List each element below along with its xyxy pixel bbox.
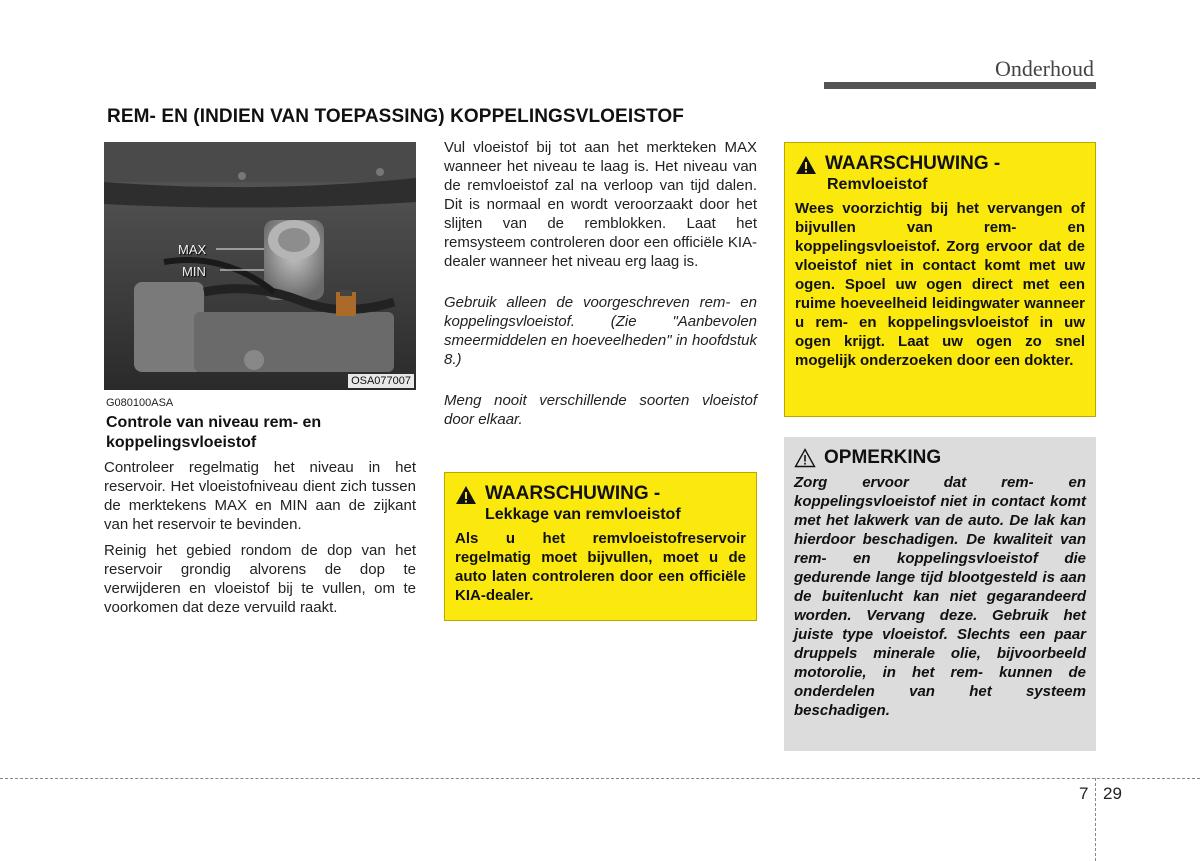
left-paragraph-1: Controleer regelmatig het niveau in het reservoir. Het vloeistofniveau dient zich tussen de merktekens MAX en MIN aan de zijkant van het reservoir te bevinden. [104, 459, 416, 533]
left-text-column [104, 458, 416, 624]
warning-subtitle: Lekkage van remvloeistof [485, 506, 681, 523]
warning-triangle-icon [455, 485, 477, 505]
footer-divider [0, 778, 1200, 779]
engine-bay-photo [104, 142, 416, 390]
warning-triangle-icon [795, 155, 817, 175]
note-title: OPMERKING [824, 447, 942, 468]
section-code: G080100ASA [106, 397, 174, 409]
middle-text-column [444, 138, 757, 436]
max-marker-label: MAX [178, 242, 207, 257]
photo-code: OSA077007 [348, 374, 414, 388]
middle-paragraph-1: Vul vloeistof bij tot aan het merkteken MAX wanneer het niveau te laag is. Het niveau van de remvloeistof zal na verloop van tijd dalen. Dit is normaal en wordt veroorzaakt door het slijten van de remblokken. Laat het remsysteem controleren door een officiële KIA-dealer wanneer het niveau erg laag is. [444, 139, 757, 270]
note-box [784, 437, 1096, 751]
min-marker-label: MIN [182, 264, 206, 279]
left-paragraph-2: Reinig het gebied rondom de dop van het reservoir grondig alvorens de dop te verwijderen en vloeistof bij te vullen, om te voorkomen dat deze vervuild raakt. [104, 542, 416, 616]
footer-vertical-divider [1095, 778, 1096, 861]
warning-title: WAARSCHUWING - [485, 483, 661, 504]
caution-outline-icon [794, 448, 816, 468]
note-body: Zorg ervoor dat rem- en koppelingsvloeistof niet in contact komt met het lakwerk van de auto. De lak kan hierdoor beschadigen. De kwaliteit van rem- en koppelingsvloeistof die gedurende lange tijd blootgesteld is aan de buitenlucht kan niet gegarandeerd worden. Vervang deze. Gebruik het juiste type vloeistof. Slechts een paar druppels minerale olie, bijvoorbeeld motorolie, in het rem- kunnen de onderdelen van het systeem beschadigen. [794, 474, 1086, 719]
page-number: 29 [1103, 784, 1122, 803]
chapter-number: 7 [1079, 784, 1089, 803]
engine-illustration [104, 142, 416, 390]
warning-body: Wees voorzichtig bij het vervangen of bijvullen van rem- en koppelingsvloeistof. Zorg ervoor dat de vloeistof niet in contact komt met uw ogen. Spoel uw ogen direct met een ruime hoeveelheid leidingwater wanneer u rem- en koppelingsvloeistof in uw ogen krijgt. Laat uw ogen zo snel mogelijk onderzoeken door een dokter. [795, 200, 1085, 369]
middle-paragraph-3: Meng nooit verschillende soorten vloeistof door elkaar. [444, 392, 757, 428]
warning-body: Als u het remvloeistofreservoir regelmatig moet bijvullen, moet u de auto laten controleren door een officiële KIA-dealer. [455, 530, 746, 604]
subsection-heading: Controle van niveau rem- en koppelingsvloeistof [106, 414, 322, 451]
section-title: REM- EN (INDIEN VAN TOEPASSING) KOPPELINGSVLOEISTOF [107, 106, 684, 127]
warning-box-fluid [784, 142, 1096, 417]
warning-box-leakage [444, 472, 757, 621]
warning-title: WAARSCHUWING - [825, 153, 1001, 174]
page-header-title: Onderhoud [995, 56, 1094, 81]
warning-subtitle: Remvloeistof [827, 176, 928, 193]
middle-paragraph-2: Gebruik alleen de voorgeschreven rem- en koppelingsvloeistof. (Zie "Aanbevolen smeermiddelen en hoeveelheden" in hoofdstuk 8.) [444, 294, 757, 368]
header-bar [824, 82, 1096, 89]
